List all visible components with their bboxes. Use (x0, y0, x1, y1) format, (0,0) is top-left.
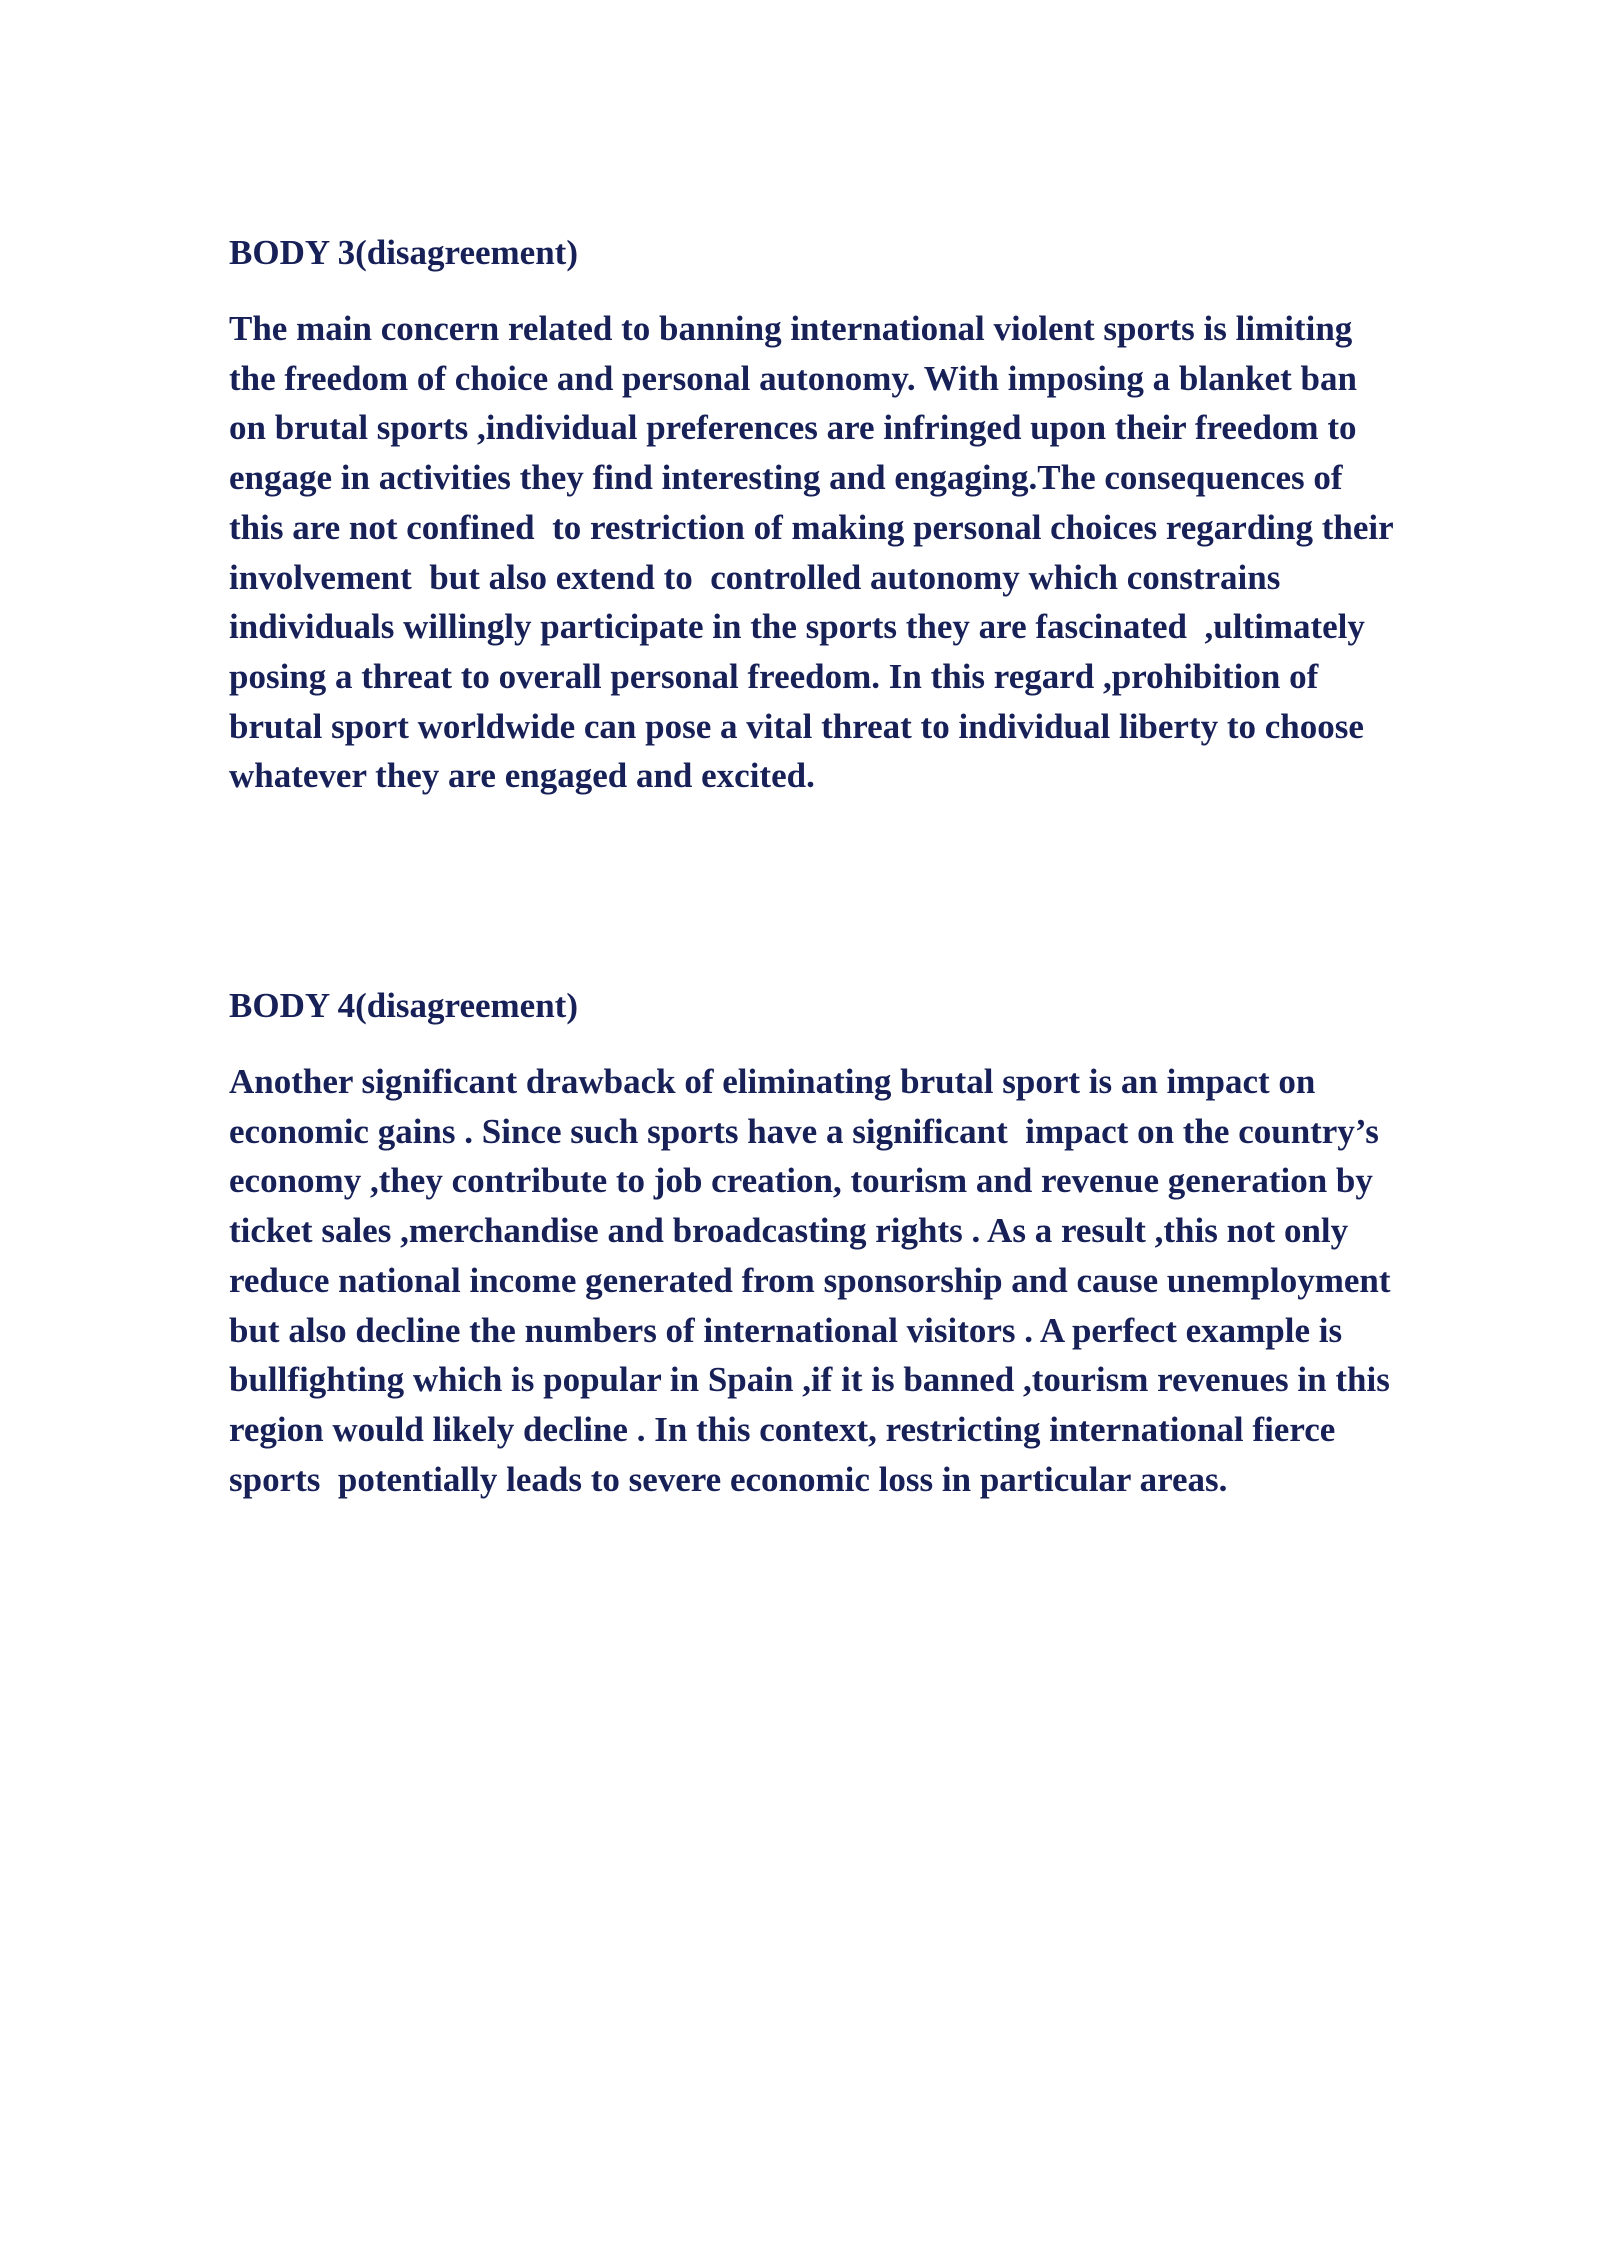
paragraph-line: reduce national income generated from sponsorship and cause unemployment (229, 1260, 1391, 1300)
document-content (229, 228, 1489, 1504)
paragraph-line: posing a threat to overall personal freedom. In this regard ,prohibition of (229, 656, 1319, 696)
paragraph-line: region would likely decline . In this context, restricting international fierce (229, 1409, 1336, 1449)
paragraph-line: The main concern related to banning international violent sports is limiting (229, 309, 1353, 348)
paragraph-line: ticket sales ,merchandise and broadcasting rights . As a result ,this not only (229, 1211, 1349, 1251)
paragraph-line: whatever they are engaged and excited. (229, 756, 815, 796)
paragraph-line: but also decline the numbers of international visitors . A perfect example is (229, 1310, 1343, 1350)
paragraph-line: individuals willingly participate in the sports they are fascinated ,ultimately (229, 607, 1365, 647)
section-paragraph-body-4 (229, 1057, 1489, 1504)
spacer (229, 1031, 1489, 1057)
spacer (229, 278, 1489, 304)
section-heading-body-4: BODY 4(disagreement) (229, 986, 578, 1026)
paragraph-line: this are not confined to restriction of making personal choices regarding their (229, 507, 1394, 547)
section-heading-body-3: BODY 3(disagreement) (229, 233, 578, 272)
paragraph-line: brutal sport worldwide can pose a vital threat to individual liberty to choose (229, 706, 1364, 746)
paragraph-line: involvement but also extend to controlled autonomy which constrains (229, 557, 1281, 597)
paragraph-line: engage in activities they find interesting and engaging.The consequences of (229, 458, 1343, 498)
paragraph-line: economic gains . Since such sports have a significant impact on the country’s (229, 1111, 1379, 1151)
paragraph-line: on brutal sports ,individual preferences are infringed upon their freedom to (229, 408, 1357, 448)
section-paragraph-body-3 (229, 304, 1489, 801)
paragraph-line: Another significant drawback of eliminating brutal sport is an impact on (229, 1062, 1316, 1102)
paragraph-line: bullfighting which is popular in Spain ,if it is banned ,tourism revenues in this (229, 1360, 1390, 1400)
paragraph-line: economy ,they contribute to job creation, tourism and revenue generation by (229, 1161, 1373, 1201)
paragraph-line: the freedom of choice and personal autonomy. With imposing a blanket ban (229, 358, 1357, 398)
paragraph-line: sports potentially leads to severe economic loss in particular areas. (229, 1459, 1228, 1499)
spacer (229, 801, 1489, 981)
